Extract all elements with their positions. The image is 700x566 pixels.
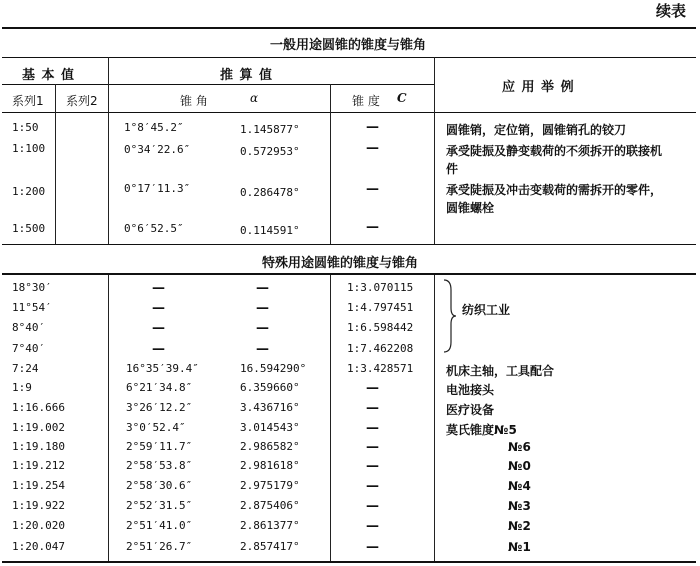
series1-header: 系列1	[12, 94, 44, 108]
base-value: 8°40′	[12, 321, 46, 334]
taper-value: 1:3.428571	[347, 362, 414, 375]
taper-value: —	[366, 479, 379, 494]
angle-dms: 16°35′39.4″	[126, 362, 199, 375]
angle-deg: 16.594290°	[240, 362, 307, 375]
angle-deg: 3.436716°	[240, 401, 300, 414]
taper-value: 1:4.797451	[347, 301, 414, 314]
vline-computed-left	[108, 57, 109, 244]
series1-value: 1:100	[12, 142, 46, 155]
angle-deg: 2.981618°	[240, 459, 300, 472]
angle-dms: 2°51′26.7″	[126, 540, 193, 553]
taper-value: —	[366, 440, 379, 455]
application-text: 圆锥销，定位销，圆锥销孔的铰刀	[446, 123, 627, 137]
angle-dms: —	[152, 321, 165, 336]
base-value: 1:20.047	[12, 540, 65, 553]
angle-deg: 0.286478°	[240, 186, 300, 199]
angle-deg: 2.986582°	[240, 440, 300, 453]
basic-value-header: 基 本 值	[22, 68, 76, 83]
application-header: 应 用 举 例	[502, 80, 575, 95]
angle-deg: 0.572953°	[240, 145, 300, 158]
angle-dms: 6°21′34.8″	[126, 381, 193, 394]
taper-value: —	[366, 540, 379, 555]
base-value: 1:19.212	[12, 459, 65, 472]
taper-value: 1:6.598442	[347, 321, 414, 334]
taper-value: 1:3.070115	[347, 281, 414, 294]
group-brace	[438, 278, 458, 354]
base-value: 7:24	[12, 362, 39, 375]
application-text: №3	[508, 499, 531, 513]
taper-header: 锥 度	[352, 94, 380, 108]
vline-special-3	[434, 275, 435, 561]
taper-value: —	[366, 141, 379, 156]
taper-value: —	[366, 499, 379, 514]
vline-taper-left	[330, 84, 331, 244]
rule-under-special-title	[2, 273, 696, 275]
taper-value: —	[366, 421, 379, 436]
taper-value: —	[366, 381, 379, 396]
application-text: №4	[508, 479, 531, 493]
computed-value-header: 推 算 值	[220, 68, 274, 83]
angle-deg: —	[256, 301, 269, 316]
vline-special-2	[330, 275, 331, 561]
base-value: 1:20.020	[12, 519, 65, 532]
angle-dms: —	[152, 301, 165, 316]
base-value: 1:19.002	[12, 421, 65, 434]
rule-above-special-title	[2, 244, 696, 245]
application-text: 纺织工业	[462, 303, 511, 317]
application-text: 电池接头	[446, 383, 495, 397]
application-text: 莫氏锥度№5	[446, 423, 517, 437]
angle-dms: 2°59′11.7″	[126, 440, 193, 453]
rule-under-header	[2, 112, 696, 113]
base-value: 1:16.666	[12, 401, 65, 414]
rule-under-general-title	[2, 57, 696, 58]
angle-dms: —	[152, 281, 165, 296]
application-text: №6	[508, 440, 531, 454]
base-value: 18°30′	[12, 281, 52, 294]
angle-dms: —	[152, 342, 165, 357]
c-symbol: C	[397, 91, 407, 105]
taper-value: —	[366, 459, 379, 474]
taper-value: —	[366, 401, 379, 416]
angle-deg: 1.145877°	[240, 123, 300, 136]
taper-value: 1:7.462208	[347, 342, 414, 355]
angle-dms: 2°58′53.8″	[126, 459, 193, 472]
angle-dms: 3°26′12.2″	[126, 401, 193, 414]
bottom-rule	[2, 561, 696, 563]
base-value: 1:19.180	[12, 440, 65, 453]
application-text: №0	[508, 459, 531, 473]
angle-deg: —	[256, 342, 269, 357]
application-text: №1	[508, 540, 531, 554]
angle-dms: 0°34′22.6″	[124, 143, 191, 156]
angle-deg: 0.114591°	[240, 224, 300, 237]
application-text-cont: 圆锥螺栓	[446, 201, 495, 215]
taper-value: —	[366, 120, 379, 135]
application-text: 承受陡振及静变载荷的不须拆开的联接机	[446, 144, 663, 158]
alpha-symbol: α	[250, 91, 259, 105]
base-value: 7°40′	[12, 342, 46, 355]
general-section-title: 一般用途圆锥的锥度与锥角	[270, 38, 427, 53]
taper-value: —	[366, 220, 379, 235]
angle-deg: 6.359660°	[240, 381, 300, 394]
series1-value: 1:50	[12, 121, 39, 134]
angle-deg: 3.014543°	[240, 421, 300, 434]
base-value: 1:9	[12, 381, 32, 394]
angle-deg: 2.861377°	[240, 519, 300, 532]
application-text-cont: 件	[446, 162, 459, 176]
series1-value: 1:200	[12, 185, 46, 198]
angle-deg: —	[256, 281, 269, 296]
angle-deg: 2.875406°	[240, 499, 300, 512]
cone-angle-header: 锥 角	[180, 94, 208, 108]
vline-special-1	[108, 275, 109, 561]
application-text: 机床主轴，工具配合	[446, 364, 555, 378]
series2-header: 系列2	[66, 94, 98, 108]
angle-dms: 1°8′45.2″	[124, 121, 184, 134]
top-rule	[2, 27, 696, 29]
series1-value: 1:500	[12, 222, 46, 235]
rule-header-mid	[2, 84, 434, 85]
continued-label: 续表	[655, 2, 686, 20]
special-section-title: 特殊用途圆锥的锥度与锥角	[262, 256, 419, 271]
application-text: №2	[508, 519, 531, 533]
angle-dms: 2°52′31.5″	[126, 499, 193, 512]
angle-dms: 2°51′41.0″	[126, 519, 193, 532]
application-text: 医疗设备	[446, 403, 495, 417]
application-text: 承受陡振及冲击变载荷的需拆开的零件，	[446, 183, 663, 197]
taper-value: —	[366, 182, 379, 197]
angle-dms: 3°0′52.4″	[126, 421, 186, 434]
base-value: 11°54′	[12, 301, 52, 314]
vline-application-left	[434, 57, 435, 244]
base-value: 1:19.254	[12, 479, 65, 492]
vline-series	[55, 84, 56, 244]
taper-value: —	[366, 519, 379, 534]
angle-dms: 0°6′52.5″	[124, 222, 184, 235]
angle-deg: —	[256, 321, 269, 336]
angle-deg: 2.857417°	[240, 540, 300, 553]
base-value: 1:19.922	[12, 499, 65, 512]
angle-dms: 0°17′11.3″	[124, 182, 191, 195]
angle-dms: 2°58′30.6″	[126, 479, 193, 492]
angle-deg: 2.975179°	[240, 479, 300, 492]
